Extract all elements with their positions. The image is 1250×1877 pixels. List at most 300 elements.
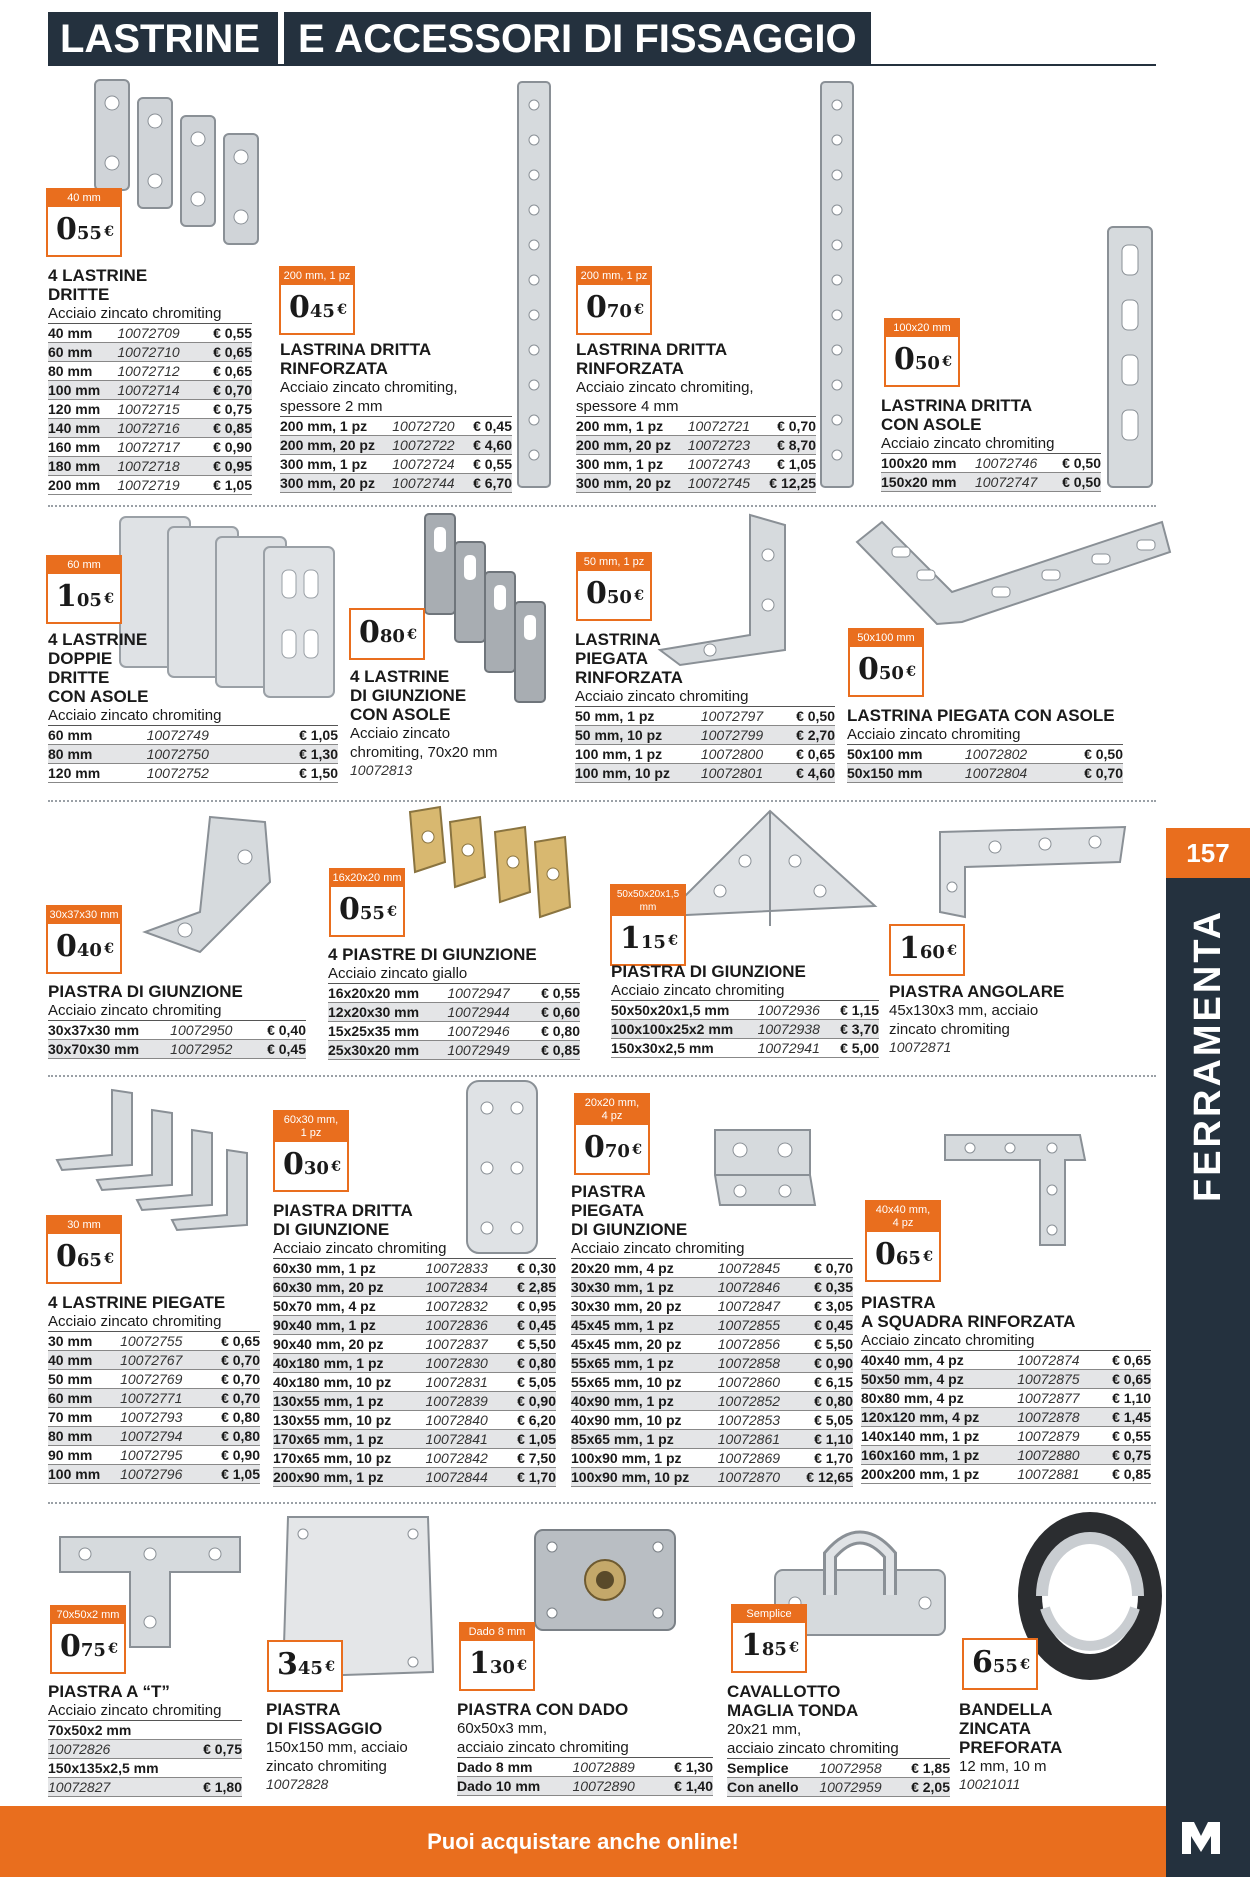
price-tag xyxy=(50,1605,126,1674)
variant-size: 40x40 mm, 4 pz xyxy=(861,1352,964,1368)
variant-price: € 0,45 xyxy=(473,418,512,434)
variant-price: € 0,90 xyxy=(221,1447,260,1463)
variant-code: 10072755 xyxy=(120,1333,183,1349)
price-int: 0 xyxy=(283,1147,304,1182)
variant-size: Dado 10 mm xyxy=(457,1778,541,1794)
variant-price: € 0,65 xyxy=(1112,1371,1151,1387)
product-variants-table xyxy=(48,324,252,495)
variant-price: € 6,15 xyxy=(814,1374,853,1390)
variant-size: 12x20x30 mm xyxy=(328,1004,420,1020)
variant-code: 10072842 xyxy=(425,1450,488,1466)
product-piastra-t xyxy=(48,1682,242,1797)
variant-price: € 1,15 xyxy=(840,1002,879,1018)
price-int: 0 xyxy=(339,892,360,927)
variant-size: 40 mm xyxy=(48,1352,93,1368)
euro-icon: € xyxy=(387,904,397,920)
variant-price: € 5,50 xyxy=(517,1336,556,1352)
price-tag-label: 200 mm, 1 pz xyxy=(283,270,351,282)
variant-code: 10072833 xyxy=(425,1260,488,1276)
euro-icon: € xyxy=(331,1159,341,1175)
variant-price: € 0,75 xyxy=(1112,1447,1151,1463)
euro-icon: € xyxy=(942,354,952,370)
variant-size: 300 mm, 1 pz xyxy=(280,456,368,472)
lastrina-rinforzata-2mm-image xyxy=(515,80,555,490)
product-variants-table xyxy=(328,984,580,1060)
variant-size: 50x70 mm, 4 pz xyxy=(273,1298,376,1314)
variant-code: 10072722 xyxy=(392,437,455,453)
variant-code: 10072709 xyxy=(117,325,180,341)
variant-code: 10072802 xyxy=(964,746,1028,762)
variant-code: 10072796 xyxy=(120,1466,183,1482)
price-tag-label: Dado 8 mm xyxy=(468,1626,526,1638)
variant-price: € 2,70 xyxy=(796,727,835,743)
variant-size: 120 mm xyxy=(48,401,101,417)
variant-code: 10072861 xyxy=(717,1431,781,1447)
product-description: 12 mm, 10 m xyxy=(959,1758,1047,1775)
price-cents: 15 xyxy=(640,932,666,953)
variant-price: € 6,20 xyxy=(517,1412,556,1428)
product-description: 45x130x3 mm, acciaio zincato chromiting xyxy=(889,1002,1039,1038)
variant-code: 10072947 xyxy=(447,985,510,1001)
variant-size: 140x140 mm, 1 pz xyxy=(861,1428,980,1444)
variant-price: € 1,05 xyxy=(213,477,252,493)
price-tag xyxy=(279,266,355,335)
product-title: PIASTRA CON DADO xyxy=(457,1700,629,1719)
variant-size: 170x65 mm, 10 pz xyxy=(273,1450,392,1466)
price-tag-value xyxy=(964,1640,1036,1688)
variant-row xyxy=(576,474,816,493)
product-variants-table xyxy=(48,726,338,783)
product-description: Acciaio zincato chromiting xyxy=(48,706,338,726)
variant-code: 10072959 xyxy=(819,1779,882,1795)
variant-row xyxy=(48,1721,242,1740)
variant-price: € 1,05 xyxy=(221,1466,260,1482)
piastra-squadra-image xyxy=(940,1130,1090,1250)
variant-price: € 0,65 xyxy=(213,344,252,360)
price-int: 0 xyxy=(60,1629,81,1664)
variant-price xyxy=(191,1759,242,1778)
price-cents: 45 xyxy=(309,301,335,322)
euro-icon: € xyxy=(325,1659,335,1675)
variant-price: € 1,40 xyxy=(674,1778,713,1794)
product-title: 4 PIASTRE DI GIUNZIONE xyxy=(328,945,537,964)
variant-size: 100x90 mm, 1 pz xyxy=(571,1450,682,1466)
price-tag-value xyxy=(48,1234,120,1282)
price-tag-label: 70x50x2 mm xyxy=(56,1609,120,1621)
variant-price: € 0,70 xyxy=(777,418,816,434)
product-description: Acciaio zincato giallo xyxy=(328,964,580,984)
variant-size: 50x150 mm xyxy=(847,765,923,781)
variant-price: € 1,05 xyxy=(777,456,816,472)
product-lastrina-piegata-rinforzata xyxy=(575,630,835,783)
price-tag-value xyxy=(48,574,120,622)
price-tag xyxy=(273,1110,349,1192)
variant-row xyxy=(280,417,512,436)
variant-row xyxy=(571,1297,853,1316)
piastra-dado-image xyxy=(530,1525,680,1635)
price-cents: 30 xyxy=(303,1158,329,1179)
product-description: Acciaio zincato chromiting xyxy=(575,687,835,707)
product-variants-table xyxy=(861,1351,1151,1484)
variant-size: 170x65 mm, 1 pz xyxy=(273,1431,384,1447)
variant-row xyxy=(571,1373,853,1392)
euro-icon: € xyxy=(407,627,417,643)
product-piastra-fissaggio xyxy=(266,1700,436,1792)
price-tag-label: Semplice xyxy=(746,1608,792,1620)
price-int: 3 xyxy=(277,1647,298,1682)
variant-code: 10072795 xyxy=(120,1447,183,1463)
product-piastra-squadra-rinforzata xyxy=(861,1293,1151,1484)
variant-row xyxy=(575,745,835,764)
price-tag xyxy=(46,188,122,257)
header-title-part2: E ACCESSORI DI FISSAGGIO xyxy=(284,12,871,66)
variant-price: € 0,55 xyxy=(1112,1428,1151,1444)
variant-price xyxy=(191,1721,242,1740)
variant-size: 200 mm, 20 pz xyxy=(280,437,375,453)
variant-code: 10072890 xyxy=(572,1778,635,1794)
variant-row xyxy=(273,1316,556,1335)
variant-code: 10072746 xyxy=(974,455,1038,471)
price-int: 1 xyxy=(56,579,77,614)
variant-size: 100 mm, 1 pz xyxy=(575,746,663,762)
variant-row xyxy=(861,1351,1151,1370)
variant-size: 80 mm xyxy=(48,746,93,762)
variant-size: 70x50x2 mm xyxy=(48,1722,132,1738)
price-tag-label: 60 mm xyxy=(67,559,101,571)
variant-price: € 0,70 xyxy=(221,1371,260,1387)
product-variants-table xyxy=(576,417,816,493)
variant-size: 30x30 mm, 20 pz xyxy=(571,1298,682,1314)
variant-size: 55x65 mm, 1 pz xyxy=(571,1355,674,1371)
product-code: 10072828 xyxy=(266,1776,329,1792)
variant-row xyxy=(575,707,835,726)
price-tag-value xyxy=(48,207,120,255)
footer-text-end: ! xyxy=(731,1829,739,1854)
variant-code: 10072875 xyxy=(1017,1371,1080,1387)
product-variants-table xyxy=(48,1332,260,1484)
product-description: Acciaio zincato chromiting xyxy=(861,1331,1151,1351)
variant-code: 10072724 xyxy=(392,456,455,472)
price-cents: 75 xyxy=(80,1640,106,1661)
product-description: 150x150 mm, acciaio zincato chromiting xyxy=(266,1739,408,1775)
variant-row xyxy=(727,1778,950,1797)
variant-size: 100 mm xyxy=(48,1466,101,1482)
price-cents: 85 xyxy=(761,1639,787,1660)
variant-price: € 0,85 xyxy=(213,420,252,436)
variant-code: 10072881 xyxy=(1017,1466,1080,1482)
variant-code: 10072767 xyxy=(120,1352,183,1368)
variant-code: 10072889 xyxy=(572,1759,635,1775)
variant-size: 180 mm xyxy=(48,458,101,474)
variant-row xyxy=(48,1446,260,1465)
variant-size: 120x120 mm, 4 pz xyxy=(861,1409,980,1425)
price-int: 0 xyxy=(56,1239,77,1274)
page-header xyxy=(48,12,871,66)
variant-row xyxy=(48,1778,242,1797)
product-description: Acciaio zincato chromiting xyxy=(48,1701,242,1721)
product-description: Acciaio zincato chromiting xyxy=(881,434,1101,454)
variant-code: 10072950 xyxy=(170,1022,233,1038)
variant-code: 10072856 xyxy=(717,1336,781,1352)
product-code: 10021011 xyxy=(959,1776,1021,1792)
variant-price: € 3,70 xyxy=(840,1021,879,1037)
variant-size: 60 mm xyxy=(48,1390,93,1406)
variant-row xyxy=(273,1354,556,1373)
price-tag-label: 30x37x30 mm xyxy=(49,909,119,921)
variant-price: € 0,90 xyxy=(517,1393,556,1409)
variant-row xyxy=(48,1465,260,1484)
product-variants-table xyxy=(280,417,512,493)
price-cents: 50 xyxy=(878,663,904,684)
variant-row xyxy=(48,438,252,457)
euro-icon: € xyxy=(108,1641,118,1657)
variant-code: 10072797 xyxy=(700,708,764,724)
product-variants-table xyxy=(48,1721,242,1797)
price-tag-label: 200 mm, 1 pz xyxy=(580,270,648,282)
variant-size: 150x30x2,5 mm xyxy=(611,1040,714,1056)
variant-code: 10072769 xyxy=(120,1371,183,1387)
price-int: 1 xyxy=(620,921,641,956)
footer-banner[interactable] xyxy=(0,1806,1166,1877)
variant-price: € 1,30 xyxy=(299,746,338,762)
price-tag xyxy=(574,1093,650,1175)
variant-price: € 0,30 xyxy=(517,1260,556,1276)
variant-price: € 0,80 xyxy=(517,1355,556,1371)
variant-row xyxy=(48,381,252,400)
variant-code: 10072721 xyxy=(687,418,750,434)
header-rule xyxy=(48,64,1156,66)
variant-row xyxy=(575,726,835,745)
product-variants-table xyxy=(881,454,1101,492)
variant-code: 10072874 xyxy=(1017,1352,1080,1368)
variant-row xyxy=(571,1354,853,1373)
product-code: 10072871 xyxy=(889,1039,952,1055)
variant-price: € 1,50 xyxy=(299,765,338,781)
variant-row xyxy=(48,1408,260,1427)
price-tag-label: 40 mm xyxy=(67,192,101,204)
euro-icon: € xyxy=(632,1142,642,1158)
price-tag-value xyxy=(850,647,922,695)
variant-size: 16x20x20 mm xyxy=(328,985,420,1001)
product-lastrine-piegate xyxy=(48,1293,260,1484)
variant-code: 10072720 xyxy=(392,418,455,434)
variant-price: € 5,05 xyxy=(814,1412,853,1428)
variant-size: 200 mm, 20 pz xyxy=(576,437,671,453)
variant-code: 10072938 xyxy=(757,1021,820,1037)
variant-price: € 2,85 xyxy=(517,1279,556,1295)
variant-size: 50x50 mm, 4 pz xyxy=(861,1371,964,1387)
variant-size: 300 mm, 20 pz xyxy=(576,475,671,491)
variant-price: € 0,80 xyxy=(221,1409,260,1425)
variant-row xyxy=(273,1259,556,1278)
variant-code: 10072936 xyxy=(757,1002,820,1018)
row-separator xyxy=(48,800,1156,802)
price-cents: 50 xyxy=(914,353,940,374)
variant-code: 10072745 xyxy=(687,475,750,491)
variant-price: € 6,70 xyxy=(473,475,512,491)
variant-row xyxy=(571,1259,853,1278)
product-title: LASTRINA DRITTA RINFORZATA xyxy=(280,340,432,378)
variant-row xyxy=(881,473,1101,492)
variant-row xyxy=(328,1003,580,1022)
price-tag-value xyxy=(331,887,403,935)
product-lastrine-doppie xyxy=(48,630,338,783)
product-piastra-dritta-giunzione xyxy=(273,1201,556,1487)
variant-price: € 0,90 xyxy=(213,439,252,455)
price-int: 1 xyxy=(469,1646,490,1681)
euro-icon: € xyxy=(104,224,114,240)
euro-icon: € xyxy=(634,588,644,604)
variant-price: € 7,50 xyxy=(517,1450,556,1466)
product-piastra-dado xyxy=(457,1700,713,1796)
variant-price: € 0,60 xyxy=(541,1004,580,1020)
variant-code: 10072847 xyxy=(717,1298,781,1314)
variant-row xyxy=(273,1335,556,1354)
product-cavallotto xyxy=(727,1682,950,1797)
price-tag-label: 16x20x20 mm xyxy=(332,872,402,884)
variant-price: € 0,50 xyxy=(1062,474,1101,490)
variant-code: 10072853 xyxy=(717,1412,781,1428)
variant-row xyxy=(457,1758,713,1777)
variant-size: 200 mm, 1 pz xyxy=(576,418,664,434)
variant-price: € 0,95 xyxy=(213,458,252,474)
variant-price: € 1,10 xyxy=(1112,1390,1151,1406)
variant-price: € 1,80 xyxy=(203,1779,242,1795)
price-int: 1 xyxy=(741,1628,762,1663)
piastre-giunzione-gialle-image xyxy=(400,802,580,922)
variant-size: 300 mm, 20 pz xyxy=(280,475,375,491)
price-tag-value xyxy=(461,1641,533,1689)
variant-size: 200x90 mm, 1 pz xyxy=(273,1469,384,1485)
variant-row xyxy=(611,1020,879,1039)
variant-price: € 0,55 xyxy=(473,456,512,472)
product-description: 60x50x3 mm, acciaio zincato chromiting xyxy=(457,1719,713,1758)
variant-size: 30x70x30 mm xyxy=(48,1041,140,1057)
euro-icon: € xyxy=(947,943,957,959)
lastrina-asole-image xyxy=(1105,225,1155,490)
variant-row xyxy=(280,455,512,474)
price-tag-value xyxy=(351,610,423,658)
variant-row xyxy=(328,984,580,1003)
variant-price: € 4,60 xyxy=(796,765,835,781)
variant-price: € 1,30 xyxy=(674,1759,713,1775)
product-lastrine-giunzione-asole xyxy=(350,667,530,778)
variant-price: € 4,60 xyxy=(473,437,512,453)
product-title: LASTRINA PIEGATA RINFORZATA xyxy=(575,630,683,687)
product-lastrina-piegata-asole xyxy=(847,706,1123,783)
variant-size: 40x90 mm, 10 pz xyxy=(571,1412,682,1428)
product-piastra-angolare xyxy=(889,982,1089,1055)
product-description: Acciaio zincato chromiting xyxy=(48,304,252,324)
price-tag-value xyxy=(612,916,684,964)
variant-price: € 8,70 xyxy=(777,437,816,453)
footer-online-link[interactable]: online xyxy=(666,1829,732,1854)
variant-code: 10072869 xyxy=(717,1450,781,1466)
variant-code: 10072834 xyxy=(425,1279,488,1295)
price-cents: 70 xyxy=(606,301,632,322)
variant-size: Con anello xyxy=(727,1779,799,1795)
product-bandella xyxy=(959,1700,1109,1792)
variant-row xyxy=(571,1316,853,1335)
variant-price: € 3,05 xyxy=(814,1298,853,1314)
price-tag xyxy=(962,1638,1038,1690)
variant-row xyxy=(48,1370,260,1389)
product-variants-table xyxy=(48,1021,306,1059)
variant-row xyxy=(273,1373,556,1392)
variant-code: 10072878 xyxy=(1017,1409,1080,1425)
variant-price: € 0,80 xyxy=(221,1428,260,1444)
euro-icon: € xyxy=(517,1658,527,1674)
product-title: LASTRINA DRITTA CON ASOLE xyxy=(881,396,1033,434)
price-tag-value xyxy=(867,1232,939,1280)
variant-size: 160x160 mm, 1 pz xyxy=(861,1447,980,1463)
price-tag-value xyxy=(886,337,958,385)
lastrina-piegata-asole-image xyxy=(852,512,1172,632)
variant-row xyxy=(273,1430,556,1449)
euro-icon: € xyxy=(906,664,916,680)
product-title: 4 LASTRINE PIEGATE xyxy=(48,1293,226,1312)
price-tag-label: 30 mm xyxy=(67,1219,101,1231)
variant-size: 100x100x25x2 mm xyxy=(611,1021,734,1037)
product-title: PIASTRA PIEGATA DI GIUNZIONE xyxy=(571,1182,688,1239)
variant-size: 90x40 mm, 20 pz xyxy=(273,1336,384,1352)
euro-icon: € xyxy=(634,302,644,318)
variant-code: 10072826 xyxy=(48,1741,111,1757)
variant-row xyxy=(48,1759,242,1778)
variant-row xyxy=(273,1468,556,1487)
variant-row xyxy=(861,1389,1151,1408)
price-int: 0 xyxy=(586,576,607,611)
price-tag-value xyxy=(578,285,650,333)
variant-code: 10072743 xyxy=(687,456,750,472)
product-description: Acciaio zincato chromiting, spessore 4 mm xyxy=(576,378,816,417)
variant-row xyxy=(48,1040,306,1059)
product-title: PIASTRA A SQUADRA RINFORZATA xyxy=(861,1293,1076,1331)
variant-price: € 12,65 xyxy=(806,1469,853,1485)
product-code: 10072813 xyxy=(350,762,413,778)
euro-icon: € xyxy=(668,933,678,949)
variant-row xyxy=(48,476,252,495)
product-variants-table xyxy=(727,1759,950,1797)
variant-price: € 0,40 xyxy=(267,1022,306,1038)
product-piastra-piegata-giunzione xyxy=(571,1182,853,1487)
price-tag-label: 50 mm, 1 pz xyxy=(583,556,645,568)
variant-row xyxy=(280,436,512,455)
variant-price: € 5,00 xyxy=(840,1040,879,1056)
piastra-angolare-image xyxy=(935,822,1130,922)
price-int: 6 xyxy=(972,1645,993,1680)
price-tag xyxy=(46,555,122,624)
variant-size: 50x50x20x1,5 mm xyxy=(611,1002,730,1018)
variant-size: 20x20 mm, 4 pz xyxy=(571,1260,674,1276)
product-variants-table xyxy=(575,707,835,783)
page-number: 157 xyxy=(1166,828,1250,878)
price-int: 0 xyxy=(359,615,380,650)
variant-row xyxy=(48,764,338,783)
price-tag xyxy=(46,1215,122,1284)
variant-price: € 0,95 xyxy=(517,1298,556,1314)
variant-code: 10072744 xyxy=(392,475,455,491)
variant-code: 10072799 xyxy=(700,727,764,743)
variant-size: 100x90 mm, 10 pz xyxy=(571,1469,690,1485)
variant-price: € 0,80 xyxy=(814,1393,853,1409)
variant-code: 10072715 xyxy=(117,401,180,417)
price-tag xyxy=(267,1640,343,1692)
variant-code: 10072858 xyxy=(717,1355,781,1371)
variant-row xyxy=(861,1427,1151,1446)
price-tag xyxy=(610,884,686,966)
price-tag xyxy=(731,1604,807,1673)
